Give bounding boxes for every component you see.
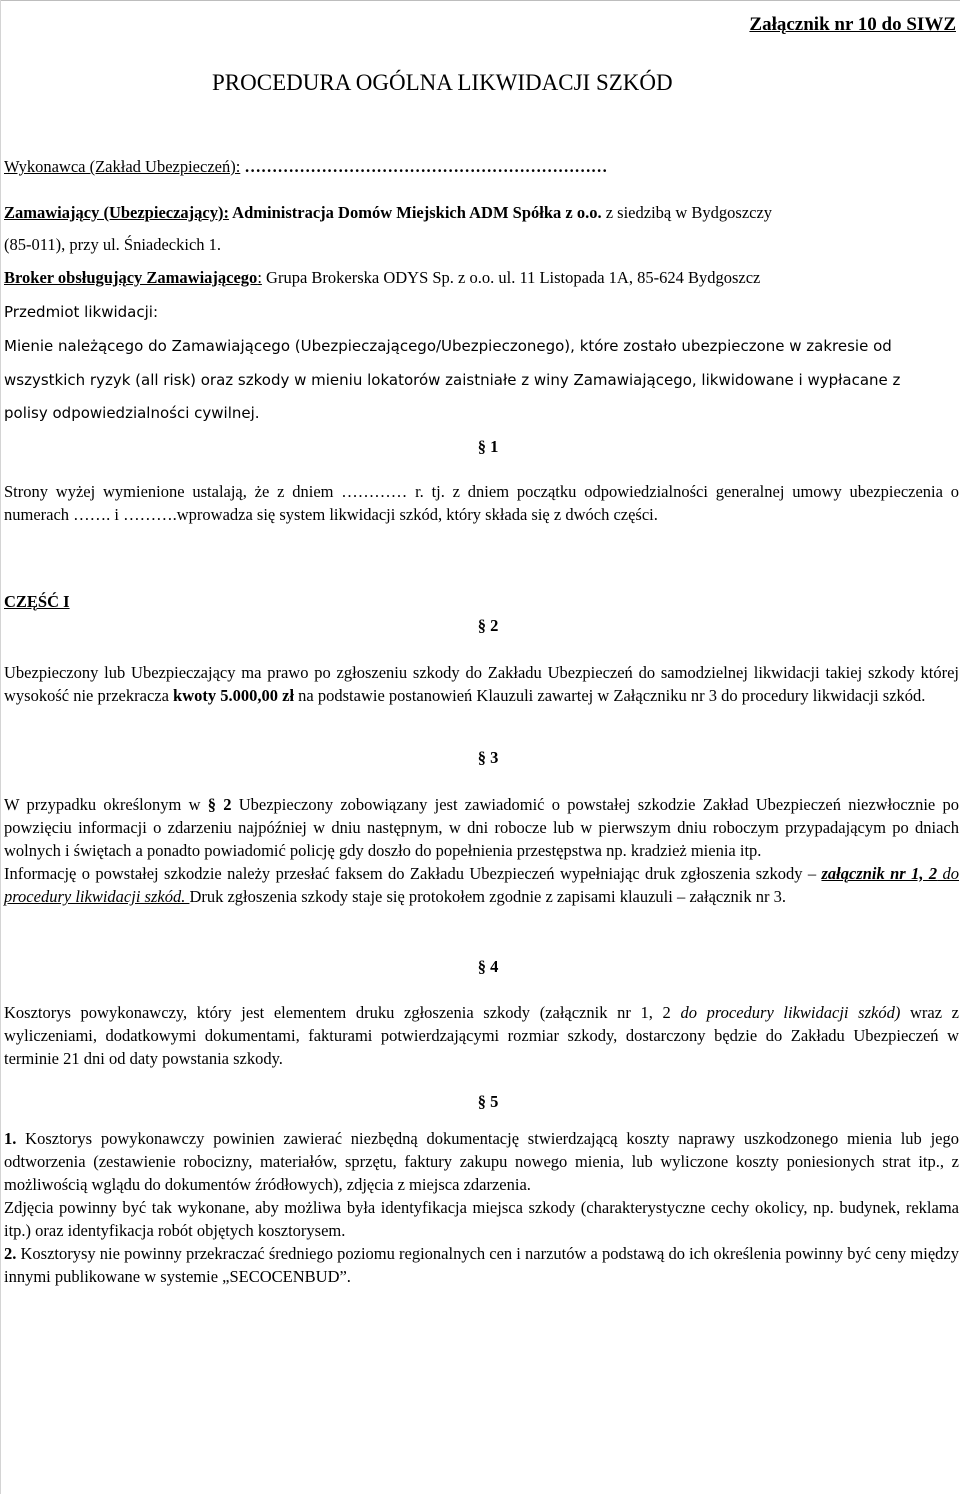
section-3-p2-b: Druk zgłoszenia szkody staje się protokołem zgodnie z zapisami klauzuli – załącznik nr 3. (189, 887, 787, 906)
item-2-number: 2. (4, 1244, 17, 1263)
part-1-heading: CZĘŚĆ I (4, 592, 70, 611)
section-3-p1-a: W przypadku określonym w (4, 795, 208, 814)
page-border-left (0, 0, 1, 1494)
section-2-text-a: Ubezpieczony lub Ubezpieczający ma prawo po zgłoszeniu szkody do Zakładu Ubezpieczeń do samodzielnej likwidacji takiej szkody której wysokość nie przekracza (4, 663, 959, 705)
broker-line (4, 269, 760, 287)
section-4-marker: § 4 (477, 957, 499, 976)
section-3-p1-b: Ubezpieczony zobowiązany jest zawiadomić o powstałej szkodzie Zakład Ubezpieczeń niezwłocznie po powzięciu informacji o zdarzeniu najpóźniej w dniu następnym, w dni robocze lub w pierwszym dniu roboczym przypadającym po dniach wolnych i świętach a ponadto powiadomić policję gdy doszło do popełnienia przestępstwa np. kradzież mienia itp. (4, 795, 959, 860)
item-1-number: 1. (4, 1129, 17, 1148)
contractor-line (4, 158, 607, 176)
subject-label: Przedmiot likwidacji (4, 303, 153, 321)
insurer-label: Zamawiający (Ubezpieczający): (4, 203, 229, 222)
broker-label: Broker obsługujący Zamawiającego (4, 268, 258, 287)
subject-colon: : (152, 303, 158, 321)
broker-value: Grupa Brokerska ODYS Sp. z o.o. ul. 11 Listopada 1A, 85-624 Bydgoszcz (261, 268, 761, 287)
contractor-label: Wykonawca (Zakład Ubezpieczeń): (4, 157, 241, 176)
insurer-line (4, 204, 772, 222)
insurer-address: (85-011), przy ul. Śniadeckich 1. (4, 235, 222, 254)
amount-limit: kwoty 5.000,00 zł (173, 686, 295, 705)
section-1-text: Strony wyżej wymienione ustalają, że z dniem ………… r. tj. z dniem początku odpowiedzialności generalnej umowy ubezpieczenia o numerach ……. i ……….wprowadza się system likwidacji szkód, który składa się z dwóch części. (4, 482, 959, 524)
attachment-label: Załącznik nr 10 do SIWZ (749, 14, 956, 35)
insurer-rest: z siedzibą w Bydgoszczy (601, 203, 773, 222)
section-2-text-b: na podstawie postanowień Klauzuli zawartej w Załączniku nr 3 do procedury likwidacji szkód. (294, 686, 926, 705)
broker-colon: : (257, 268, 262, 287)
section-5-p1: Kosztorys powykonawczy powinien zawierać niezbędną dokumentację stwierdzającą koszty naprawy uszkodzonego mienia lub jego odtworzenia (zestawienie robocizny, materiałów, sprzętu, faktury zakupu nowego mienia, lub wyliczone koszty poniesionych strat itp., z możliwością wglądu do dokumentów źródłowych), zdjęcia z miejsca zdarzenia. (4, 1129, 959, 1194)
subject-text-2: wszystkich ryzyk (all risk) oraz szkody w mieniu lokatorów zaistniałe z winy Zamawiającego, likwidowane i wypłacane z (4, 371, 901, 389)
section-2-text (4, 661, 959, 707)
section-5-text (4, 1127, 959, 1288)
subject-text-1: Mienie należącego do Zamawiającego (Ubezpieczającego/Ubezpieczonego), które zostało ubezpieczone w zakresie od (4, 337, 892, 355)
section-4-italic: do procedury likwidacji szkód) (680, 1003, 901, 1022)
section-2-marker: § 2 (477, 616, 499, 635)
section-4-text-a: Kosztorys powykonawczy, który jest elementem druku zgłoszenia szkody (załącznik nr 1, 2 (4, 1003, 681, 1022)
contractor-value: ………………………………………………………… (240, 157, 608, 176)
attachment-link-rest[interactable]: do procedury likwidacji szkód. (4, 864, 960, 906)
section-4-text-b: wraz z wyliczeniami, dodatkowymi dokumentami, fakturami potwierdzającymi rozmiar szkody, dostarczony będzie do Zakładu Ubezpieczeń w terminie 21 dni od daty powstania szkody. (4, 1003, 960, 1068)
subject-text-3: polisy odpowiedzialności cywilnej. (4, 404, 260, 422)
section-3-p2-a: Informację o powstałej szkodzie należy przesłać faksem do Zakładu Ubezpieczeń wypełniając druk zgłoszenia szkody – (4, 864, 822, 883)
section-1-marker: § 1 (477, 437, 499, 456)
insurer-name: Administracja Domów Miejskich ADM Spółka z o.o. (228, 203, 602, 222)
section-3-text (4, 793, 959, 908)
section-5-marker: § 5 (477, 1092, 499, 1111)
section-3-marker: § 3 (477, 748, 499, 767)
page-border-top (0, 0, 960, 1)
section-5-p2: Zdjęcia powinny być tak wykonane, aby możliwa była identyfikacja miejsca szkody (charakterystyczne cechy okolicy, np. budynek, reklama itp.) oraz identyfikacja robót objętych kosztorysem. (4, 1198, 959, 1240)
subject-line (4, 304, 158, 321)
section-4-text (4, 1001, 959, 1070)
section-2-reference: § 2 (207, 795, 232, 814)
page-title: PROCEDURA OGÓLNA LIKWIDACJI SZKÓD (212, 70, 673, 95)
attachment-link-bold[interactable]: załącznik nr 1, 2 (821, 864, 938, 883)
section-5-p3: Kosztorysy nie powinny przekraczać średniego poziomu regionalnych cen i narzutów a podstawą do ich określenia powinny być ceny między innymi publikowane w systemie „SECOCENBUD”. (4, 1244, 959, 1286)
